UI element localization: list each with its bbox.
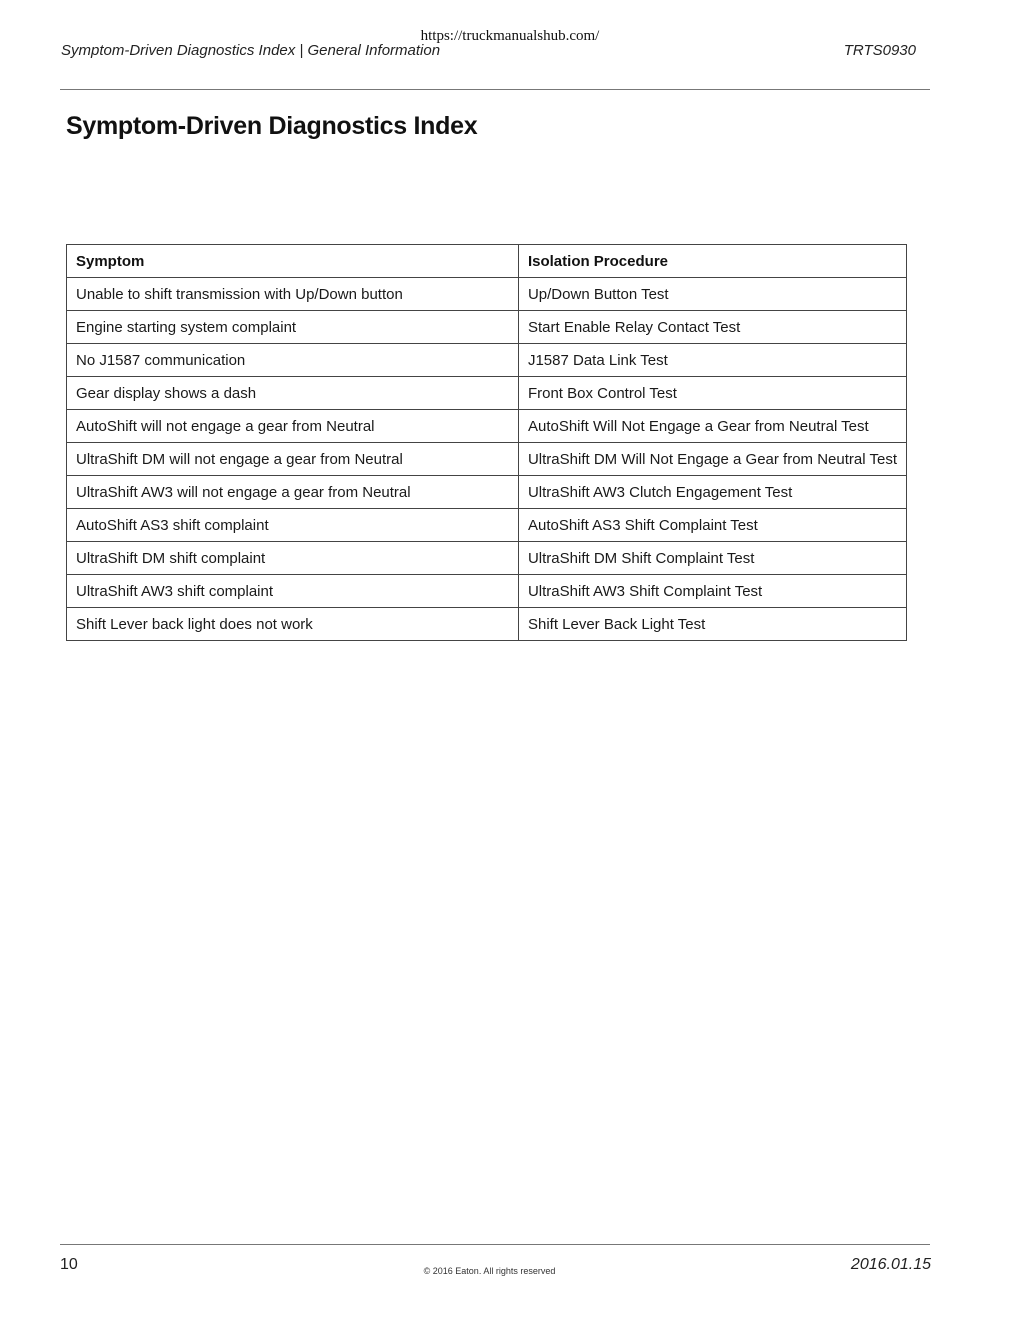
- isolation-procedure-cell: UltraShift DM Will Not Engage a Gear from Neutral Test: [518, 443, 906, 476]
- table-row: [67, 476, 907, 509]
- isolation-procedure-cell: J1587 Data Link Test: [518, 344, 906, 377]
- table-row: [67, 344, 907, 377]
- copyright-notice: © 2016 Eaton. All rights reserved: [423, 1266, 556, 1276]
- symptom-cell: Shift Lever back light does not work: [67, 608, 519, 641]
- footer-divider: [60, 1244, 930, 1245]
- table-row: [67, 575, 907, 608]
- running-header-doc-code: TRTS0930: [843, 42, 916, 59]
- isolation-procedure-cell: AutoShift AS3 Shift Complaint Test: [518, 509, 906, 542]
- watermark-url: https://truckmanualshub.com/: [420, 28, 600, 44]
- table-header-row: [67, 245, 907, 278]
- isolation-procedure-cell: UltraShift AW3 Clutch Engagement Test: [518, 476, 906, 509]
- symptom-cell: No J1587 communication: [67, 344, 519, 377]
- table-row: [67, 311, 907, 344]
- column-header-symptom: Symptom: [67, 245, 519, 278]
- table-row: [67, 443, 907, 476]
- diagnostics-index-table: [66, 244, 907, 641]
- isolation-procedure-cell: Front Box Control Test: [518, 377, 906, 410]
- isolation-procedure-cell: AutoShift Will Not Engage a Gear from Neutral Test: [518, 410, 906, 443]
- symptom-cell: AutoShift will not engage a gear from Neutral: [67, 410, 519, 443]
- running-header-section: Symptom-Driven Diagnostics Index | General Information: [61, 42, 441, 59]
- table-row: [67, 542, 907, 575]
- isolation-procedure-cell: Shift Lever Back Light Test: [518, 608, 906, 641]
- publication-date: 2016.01.15: [850, 1256, 931, 1273]
- symptom-cell: UltraShift DM shift complaint: [67, 542, 519, 575]
- isolation-procedure-cell: Up/Down Button Test: [518, 278, 906, 311]
- table-body: [67, 278, 907, 641]
- symptom-cell: UltraShift DM will not engage a gear from Neutral: [67, 443, 519, 476]
- symptom-cell: UltraShift AW3 shift complaint: [67, 575, 519, 608]
- table-row: [67, 377, 907, 410]
- column-header-isolation-procedure: Isolation Procedure: [518, 245, 906, 278]
- header-divider: [60, 89, 930, 90]
- symptom-cell: Engine starting system complaint: [67, 311, 519, 344]
- isolation-procedure-cell: UltraShift DM Shift Complaint Test: [518, 542, 906, 575]
- table-row: [67, 278, 907, 311]
- table-row: [67, 410, 907, 443]
- page-number: 10: [60, 1256, 78, 1273]
- table-row: [67, 608, 907, 641]
- page-title: Symptom-Driven Diagnostics Index: [66, 112, 478, 140]
- symptom-cell: UltraShift AW3 will not engage a gear from Neutral: [67, 476, 519, 509]
- isolation-procedure-cell: UltraShift AW3 Shift Complaint Test: [518, 575, 906, 608]
- isolation-procedure-cell: Start Enable Relay Contact Test: [518, 311, 906, 344]
- table-row: [67, 509, 907, 542]
- symptom-cell: Unable to shift transmission with Up/Down button: [67, 278, 519, 311]
- symptom-cell: Gear display shows a dash: [67, 377, 519, 410]
- symptom-cell: AutoShift AS3 shift complaint: [67, 509, 519, 542]
